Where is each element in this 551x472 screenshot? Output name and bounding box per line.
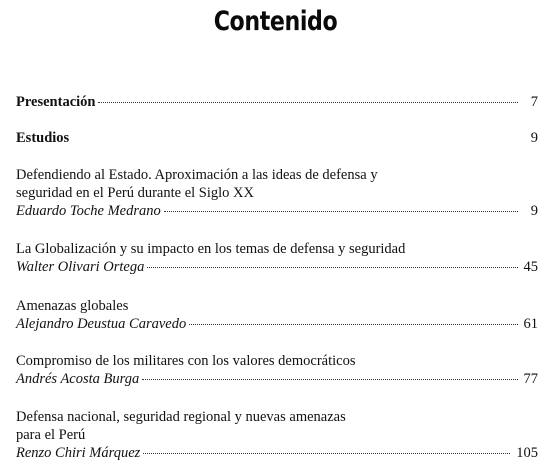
toc-section-title: Estudios	[16, 130, 70, 146]
page-title: Contenido	[213, 6, 338, 37]
dot-leader	[143, 453, 510, 454]
toc-entry[interactable]	[16, 352, 538, 388]
dot-leader	[164, 211, 518, 212]
toc-page-number: 7	[530, 94, 538, 110]
toc-entry-title-line: Amenazas globales	[16, 298, 129, 314]
toc-entry-title-line: Defensa nacional, seguridad regional y nuevas amenazas	[16, 409, 346, 425]
toc-section-estudios[interactable]	[16, 129, 538, 147]
toc-entry-author: Walter Olivari Ortega	[16, 259, 145, 275]
toc-page-number: 9	[530, 130, 538, 146]
toc-entry[interactable]	[16, 166, 538, 220]
toc-page-number: 105	[516, 445, 538, 461]
toc-entry[interactable]	[16, 297, 538, 333]
toc-page-number: 77	[523, 371, 538, 387]
toc-entry-title: Presentación	[16, 94, 96, 110]
toc-entry-author: Andrés Acosta Burga	[16, 371, 140, 387]
toc-entry-author: Eduardo Toche Medrano	[16, 203, 161, 219]
toc-entry-presentacion[interactable]	[16, 93, 538, 111]
toc-entry-title-line: Compromiso de los militares con los valores democráticos	[16, 353, 356, 369]
toc-entry[interactable]	[16, 240, 538, 276]
dot-leader	[142, 379, 517, 380]
dot-leader	[189, 324, 517, 325]
toc-entry-title-line: para el Perú	[16, 427, 86, 443]
toc-page-number: 9	[530, 203, 538, 219]
toc-entry[interactable]	[16, 408, 538, 462]
toc-page-number: 45	[523, 259, 538, 275]
toc-entry-author: Renzo Chiri Márquez	[16, 445, 141, 461]
dot-leader	[147, 267, 517, 268]
dot-leader	[98, 102, 518, 103]
toc-page-number: 61	[523, 316, 538, 332]
toc-entry-author: Alejandro Deustua Caravedo	[16, 316, 187, 332]
toc-entry-title-line: seguridad en el Perú durante el Siglo XX	[16, 185, 254, 201]
toc-entry-title-line: La Globalización y su impacto en los temas de defensa y seguridad	[16, 241, 406, 257]
toc-entry-title-line: Defendiendo al Estado. Aproximación a las ideas de defensa y	[16, 167, 378, 183]
